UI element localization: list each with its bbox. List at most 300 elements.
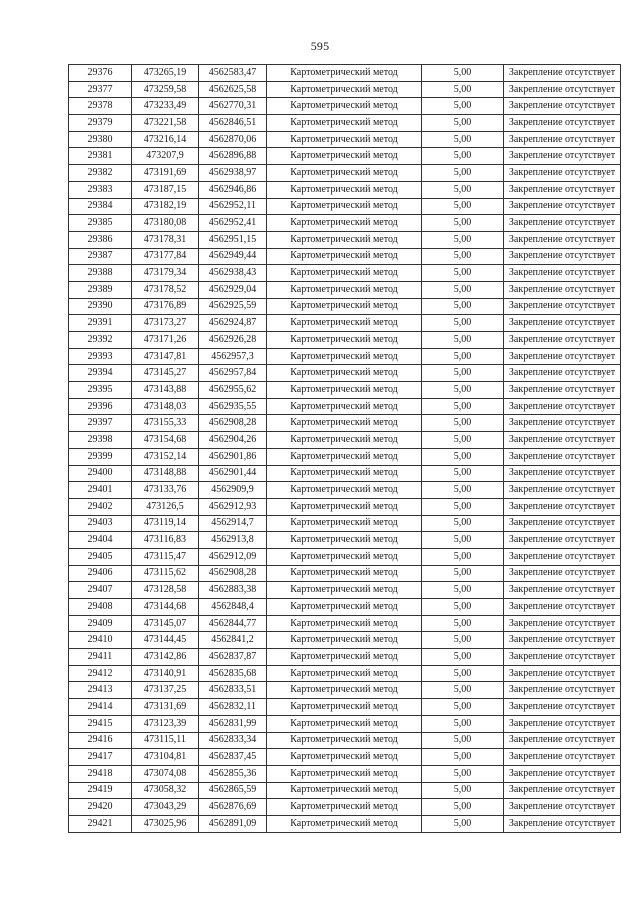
fixation-cell: Закрепление отсутствует bbox=[504, 765, 621, 782]
table-row bbox=[69, 382, 621, 399]
point-number-cell: 29394 bbox=[69, 365, 132, 382]
method-cell: Картометрический метод bbox=[267, 265, 422, 282]
method-cell: Картометрический метод bbox=[267, 732, 422, 749]
fixation-cell: Закрепление отсутствует bbox=[504, 599, 621, 616]
y-coordinate-cell: 4562952,41 bbox=[199, 215, 267, 232]
table-row bbox=[69, 699, 621, 716]
table-row bbox=[69, 98, 621, 115]
accuracy-cell: 5,00 bbox=[422, 365, 504, 382]
method-cell: Картометрический метод bbox=[267, 682, 422, 699]
method-cell: Картометрический метод bbox=[267, 749, 422, 766]
method-cell: Картометрический метод bbox=[267, 248, 422, 265]
method-cell: Картометрический метод bbox=[267, 582, 422, 599]
fixation-cell: Закрепление отсутствует bbox=[504, 231, 621, 248]
point-number-cell: 29393 bbox=[69, 348, 132, 365]
table-row bbox=[69, 749, 621, 766]
fixation-cell: Закрепление отсутствует bbox=[504, 498, 621, 515]
point-number-cell: 29379 bbox=[69, 115, 132, 132]
point-number-cell: 29391 bbox=[69, 315, 132, 332]
x-coordinate-cell: 473265,19 bbox=[132, 65, 199, 82]
coordinates-table bbox=[68, 64, 621, 833]
y-coordinate-cell: 4562929,04 bbox=[199, 281, 267, 298]
accuracy-cell: 5,00 bbox=[422, 398, 504, 415]
accuracy-cell: 5,00 bbox=[422, 165, 504, 182]
y-coordinate-cell: 4562844,77 bbox=[199, 615, 267, 632]
point-number-cell: 29421 bbox=[69, 815, 132, 832]
fixation-cell: Закрепление отсутствует bbox=[504, 799, 621, 816]
point-number-cell: 29376 bbox=[69, 65, 132, 82]
y-coordinate-cell: 4562833,34 bbox=[199, 732, 267, 749]
accuracy-cell: 5,00 bbox=[422, 815, 504, 832]
fixation-cell: Закрепление отсутствует bbox=[504, 382, 621, 399]
x-coordinate-cell: 473137,25 bbox=[132, 682, 199, 699]
y-coordinate-cell: 4562957,84 bbox=[199, 365, 267, 382]
point-number-cell: 29384 bbox=[69, 198, 132, 215]
method-cell: Картометрический метод bbox=[267, 565, 422, 582]
point-number-cell: 29387 bbox=[69, 248, 132, 265]
method-cell: Картометрический метод bbox=[267, 599, 422, 616]
x-coordinate-cell: 473143,88 bbox=[132, 382, 199, 399]
x-coordinate-cell: 473131,69 bbox=[132, 699, 199, 716]
fixation-cell: Закрепление отсутствует bbox=[504, 665, 621, 682]
fixation-cell: Закрепление отсутствует bbox=[504, 81, 621, 98]
x-coordinate-cell: 473128,58 bbox=[132, 582, 199, 599]
accuracy-cell: 5,00 bbox=[422, 799, 504, 816]
fixation-cell: Закрепление отсутствует bbox=[504, 298, 621, 315]
method-cell: Картометрический метод bbox=[267, 398, 422, 415]
fixation-cell: Закрепление отсутствует bbox=[504, 365, 621, 382]
y-coordinate-cell: 4562896,88 bbox=[199, 148, 267, 165]
fixation-cell: Закрепление отсутствует bbox=[504, 682, 621, 699]
method-cell: Картометрический метод bbox=[267, 98, 422, 115]
fixation-cell: Закрепление отсутствует bbox=[504, 515, 621, 532]
point-number-cell: 29396 bbox=[69, 398, 132, 415]
point-number-cell: 29385 bbox=[69, 215, 132, 232]
fixation-cell: Закрепление отсутствует bbox=[504, 65, 621, 82]
table-row bbox=[69, 532, 621, 549]
fixation-cell: Закрепление отсутствует bbox=[504, 465, 621, 482]
method-cell: Картометрический метод bbox=[267, 148, 422, 165]
y-coordinate-cell: 4562770,31 bbox=[199, 98, 267, 115]
x-coordinate-cell: 473152,14 bbox=[132, 448, 199, 465]
x-coordinate-cell: 473115,47 bbox=[132, 548, 199, 565]
y-coordinate-cell: 4562846,51 bbox=[199, 115, 267, 132]
table-row bbox=[69, 165, 621, 182]
fixation-cell: Закрепление отсутствует bbox=[504, 398, 621, 415]
y-coordinate-cell: 4562957,3 bbox=[199, 348, 267, 365]
y-coordinate-cell: 4562955,62 bbox=[199, 382, 267, 399]
table-row bbox=[69, 181, 621, 198]
fixation-cell: Закрепление отсутствует bbox=[504, 432, 621, 449]
table-row bbox=[69, 315, 621, 332]
y-coordinate-cell: 4562935,55 bbox=[199, 398, 267, 415]
y-coordinate-cell: 4562870,06 bbox=[199, 131, 267, 148]
method-cell: Картометрический метод bbox=[267, 81, 422, 98]
fixation-cell: Закрепление отсутствует bbox=[504, 732, 621, 749]
accuracy-cell: 5,00 bbox=[422, 415, 504, 432]
table-row bbox=[69, 81, 621, 98]
table-row bbox=[69, 432, 621, 449]
method-cell: Картометрический метод bbox=[267, 115, 422, 132]
accuracy-cell: 5,00 bbox=[422, 649, 504, 666]
accuracy-cell: 5,00 bbox=[422, 198, 504, 215]
fixation-cell: Закрепление отсутствует bbox=[504, 265, 621, 282]
x-coordinate-cell: 473171,26 bbox=[132, 332, 199, 349]
method-cell: Картометрический метод bbox=[267, 448, 422, 465]
point-number-cell: 29415 bbox=[69, 715, 132, 732]
x-coordinate-cell: 473148,03 bbox=[132, 398, 199, 415]
x-coordinate-cell: 473058,32 bbox=[132, 782, 199, 799]
table-row bbox=[69, 782, 621, 799]
y-coordinate-cell: 4562832,11 bbox=[199, 699, 267, 716]
fixation-cell: Закрепление отсутствует bbox=[504, 148, 621, 165]
fixation-cell: Закрепление отсутствует bbox=[504, 749, 621, 766]
table-row bbox=[69, 799, 621, 816]
point-number-cell: 29410 bbox=[69, 632, 132, 649]
table-row bbox=[69, 448, 621, 465]
x-coordinate-cell: 473221,58 bbox=[132, 115, 199, 132]
method-cell: Картометрический метод bbox=[267, 815, 422, 832]
fixation-cell: Закрепление отсутствует bbox=[504, 165, 621, 182]
method-cell: Картометрический метод bbox=[267, 298, 422, 315]
y-coordinate-cell: 4562876,69 bbox=[199, 799, 267, 816]
fixation-cell: Закрепление отсутствует bbox=[504, 348, 621, 365]
table-row bbox=[69, 231, 621, 248]
y-coordinate-cell: 4562949,44 bbox=[199, 248, 267, 265]
y-coordinate-cell: 4562583,47 bbox=[199, 65, 267, 82]
accuracy-cell: 5,00 bbox=[422, 298, 504, 315]
y-coordinate-cell: 4562924,87 bbox=[199, 315, 267, 332]
point-number-cell: 29392 bbox=[69, 332, 132, 349]
accuracy-cell: 5,00 bbox=[422, 632, 504, 649]
x-coordinate-cell: 473180,08 bbox=[132, 215, 199, 232]
table-row bbox=[69, 265, 621, 282]
y-coordinate-cell: 4562901,86 bbox=[199, 448, 267, 465]
point-number-cell: 29400 bbox=[69, 465, 132, 482]
point-number-cell: 29395 bbox=[69, 382, 132, 399]
x-coordinate-cell: 473179,34 bbox=[132, 265, 199, 282]
table-row bbox=[69, 298, 621, 315]
point-number-cell: 29401 bbox=[69, 482, 132, 499]
accuracy-cell: 5,00 bbox=[422, 699, 504, 716]
x-coordinate-cell: 473207,9 bbox=[132, 148, 199, 165]
method-cell: Картометрический метод bbox=[267, 181, 422, 198]
y-coordinate-cell: 4562833,51 bbox=[199, 682, 267, 699]
y-coordinate-cell: 4562926,28 bbox=[199, 332, 267, 349]
table-row bbox=[69, 148, 621, 165]
fixation-cell: Закрепление отсутствует bbox=[504, 215, 621, 232]
table-row bbox=[69, 248, 621, 265]
y-coordinate-cell: 4562952,11 bbox=[199, 198, 267, 215]
y-coordinate-cell: 4562865,59 bbox=[199, 782, 267, 799]
y-coordinate-cell: 4562891,09 bbox=[199, 815, 267, 832]
method-cell: Картометрический метод bbox=[267, 131, 422, 148]
fixation-cell: Закрепление отсутствует bbox=[504, 615, 621, 632]
accuracy-cell: 5,00 bbox=[422, 332, 504, 349]
accuracy-cell: 5,00 bbox=[422, 732, 504, 749]
x-coordinate-cell: 473144,45 bbox=[132, 632, 199, 649]
x-coordinate-cell: 473116,83 bbox=[132, 532, 199, 549]
method-cell: Картометрический метод bbox=[267, 315, 422, 332]
method-cell: Картометрический метод bbox=[267, 432, 422, 449]
point-number-cell: 29403 bbox=[69, 515, 132, 532]
table-row bbox=[69, 482, 621, 499]
table-row bbox=[69, 498, 621, 515]
y-coordinate-cell: 4562912,93 bbox=[199, 498, 267, 515]
accuracy-cell: 5,00 bbox=[422, 482, 504, 499]
point-number-cell: 29398 bbox=[69, 432, 132, 449]
table-row bbox=[69, 682, 621, 699]
accuracy-cell: 5,00 bbox=[422, 148, 504, 165]
fixation-cell: Закрепление отсутствует bbox=[504, 715, 621, 732]
point-number-cell: 29390 bbox=[69, 298, 132, 315]
accuracy-cell: 5,00 bbox=[422, 599, 504, 616]
accuracy-cell: 5,00 bbox=[422, 265, 504, 282]
fixation-cell: Закрепление отсутствует bbox=[504, 548, 621, 565]
x-coordinate-cell: 473115,11 bbox=[132, 732, 199, 749]
point-number-cell: 29420 bbox=[69, 799, 132, 816]
method-cell: Картометрический метод bbox=[267, 415, 422, 432]
table-row bbox=[69, 131, 621, 148]
table-row bbox=[69, 632, 621, 649]
x-coordinate-cell: 473259,58 bbox=[132, 81, 199, 98]
point-number-cell: 29411 bbox=[69, 649, 132, 666]
accuracy-cell: 5,00 bbox=[422, 248, 504, 265]
x-coordinate-cell: 473178,52 bbox=[132, 281, 199, 298]
x-coordinate-cell: 473025,96 bbox=[132, 815, 199, 832]
accuracy-cell: 5,00 bbox=[422, 281, 504, 298]
table-row bbox=[69, 565, 621, 582]
y-coordinate-cell: 4562938,97 bbox=[199, 165, 267, 182]
point-number-cell: 29399 bbox=[69, 448, 132, 465]
method-cell: Картометрический метод bbox=[267, 699, 422, 716]
table-row bbox=[69, 348, 621, 365]
x-coordinate-cell: 473145,27 bbox=[132, 365, 199, 382]
method-cell: Картометрический метод bbox=[267, 281, 422, 298]
x-coordinate-cell: 473145,07 bbox=[132, 615, 199, 632]
method-cell: Картометрический метод bbox=[267, 332, 422, 349]
y-coordinate-cell: 4562908,28 bbox=[199, 415, 267, 432]
x-coordinate-cell: 473140,91 bbox=[132, 665, 199, 682]
method-cell: Картометрический метод bbox=[267, 515, 422, 532]
table-row bbox=[69, 115, 621, 132]
y-coordinate-cell: 4562837,45 bbox=[199, 749, 267, 766]
point-number-cell: 29407 bbox=[69, 582, 132, 599]
fixation-cell: Закрепление отсутствует bbox=[504, 415, 621, 432]
y-coordinate-cell: 4562913,8 bbox=[199, 532, 267, 549]
x-coordinate-cell: 473119,14 bbox=[132, 515, 199, 532]
table-row bbox=[69, 281, 621, 298]
point-number-cell: 29383 bbox=[69, 181, 132, 198]
point-number-cell: 29412 bbox=[69, 665, 132, 682]
table-row bbox=[69, 515, 621, 532]
table-row bbox=[69, 732, 621, 749]
point-number-cell: 29413 bbox=[69, 682, 132, 699]
point-number-cell: 29388 bbox=[69, 265, 132, 282]
coordinates-table-body bbox=[69, 65, 621, 833]
method-cell: Картометрический метод bbox=[267, 632, 422, 649]
y-coordinate-cell: 4562925,59 bbox=[199, 298, 267, 315]
fixation-cell: Закрепление отсутствует bbox=[504, 482, 621, 499]
x-coordinate-cell: 473115,62 bbox=[132, 565, 199, 582]
table-row bbox=[69, 215, 621, 232]
y-coordinate-cell: 4562901,44 bbox=[199, 465, 267, 482]
y-coordinate-cell: 4562908,28 bbox=[199, 565, 267, 582]
x-coordinate-cell: 473178,31 bbox=[132, 231, 199, 248]
table-row bbox=[69, 332, 621, 349]
table-row bbox=[69, 765, 621, 782]
accuracy-cell: 5,00 bbox=[422, 448, 504, 465]
table-row bbox=[69, 415, 621, 432]
accuracy-cell: 5,00 bbox=[422, 131, 504, 148]
accuracy-cell: 5,00 bbox=[422, 65, 504, 82]
table-row bbox=[69, 65, 621, 82]
accuracy-cell: 5,00 bbox=[422, 532, 504, 549]
y-coordinate-cell: 4562912,09 bbox=[199, 548, 267, 565]
accuracy-cell: 5,00 bbox=[422, 231, 504, 248]
fixation-cell: Закрепление отсутствует bbox=[504, 98, 621, 115]
y-coordinate-cell: 4562883,38 bbox=[199, 582, 267, 599]
accuracy-cell: 5,00 bbox=[422, 215, 504, 232]
method-cell: Картометрический метод bbox=[267, 465, 422, 482]
accuracy-cell: 5,00 bbox=[422, 749, 504, 766]
accuracy-cell: 5,00 bbox=[422, 765, 504, 782]
accuracy-cell: 5,00 bbox=[422, 498, 504, 515]
fixation-cell: Закрепление отсутствует bbox=[504, 115, 621, 132]
x-coordinate-cell: 473126,5 bbox=[132, 498, 199, 515]
y-coordinate-cell: 4562938,43 bbox=[199, 265, 267, 282]
accuracy-cell: 5,00 bbox=[422, 682, 504, 699]
point-number-cell: 29408 bbox=[69, 599, 132, 616]
fixation-cell: Закрепление отсутствует bbox=[504, 815, 621, 832]
accuracy-cell: 5,00 bbox=[422, 181, 504, 198]
table-row bbox=[69, 615, 621, 632]
x-coordinate-cell: 473142,86 bbox=[132, 649, 199, 666]
fixation-cell: Закрепление отсутствует bbox=[504, 248, 621, 265]
fixation-cell: Закрепление отсутствует bbox=[504, 181, 621, 198]
method-cell: Картометрический метод bbox=[267, 649, 422, 666]
accuracy-cell: 5,00 bbox=[422, 465, 504, 482]
method-cell: Картометрический метод bbox=[267, 365, 422, 382]
point-number-cell: 29405 bbox=[69, 548, 132, 565]
table-row bbox=[69, 815, 621, 832]
accuracy-cell: 5,00 bbox=[422, 315, 504, 332]
fixation-cell: Закрепление отсутствует bbox=[504, 131, 621, 148]
method-cell: Картометрический метод bbox=[267, 715, 422, 732]
point-number-cell: 29389 bbox=[69, 281, 132, 298]
point-number-cell: 29419 bbox=[69, 782, 132, 799]
fixation-cell: Закрепление отсутствует bbox=[504, 632, 621, 649]
point-number-cell: 29417 bbox=[69, 749, 132, 766]
point-number-cell: 29409 bbox=[69, 615, 132, 632]
x-coordinate-cell: 473104,81 bbox=[132, 749, 199, 766]
point-number-cell: 29414 bbox=[69, 699, 132, 716]
method-cell: Картометрический метод bbox=[267, 348, 422, 365]
x-coordinate-cell: 473191,69 bbox=[132, 165, 199, 182]
accuracy-cell: 5,00 bbox=[422, 615, 504, 632]
point-number-cell: 29416 bbox=[69, 732, 132, 749]
y-coordinate-cell: 4562848,4 bbox=[199, 599, 267, 616]
point-number-cell: 29404 bbox=[69, 532, 132, 549]
accuracy-cell: 5,00 bbox=[422, 81, 504, 98]
accuracy-cell: 5,00 bbox=[422, 582, 504, 599]
table-row bbox=[69, 465, 621, 482]
method-cell: Картометрический метод bbox=[267, 799, 422, 816]
point-number-cell: 29382 bbox=[69, 165, 132, 182]
y-coordinate-cell: 4562909,9 bbox=[199, 482, 267, 499]
x-coordinate-cell: 473233,49 bbox=[132, 98, 199, 115]
fixation-cell: Закрепление отсутствует bbox=[504, 782, 621, 799]
accuracy-cell: 5,00 bbox=[422, 515, 504, 532]
point-number-cell: 29418 bbox=[69, 765, 132, 782]
y-coordinate-cell: 4562855,36 bbox=[199, 765, 267, 782]
point-number-cell: 29377 bbox=[69, 81, 132, 98]
method-cell: Картометрический метод bbox=[267, 532, 422, 549]
point-number-cell: 29378 bbox=[69, 98, 132, 115]
fixation-cell: Закрепление отсутствует bbox=[504, 281, 621, 298]
fixation-cell: Закрепление отсутствует bbox=[504, 565, 621, 582]
accuracy-cell: 5,00 bbox=[422, 432, 504, 449]
x-coordinate-cell: 473147,81 bbox=[132, 348, 199, 365]
point-number-cell: 29402 bbox=[69, 498, 132, 515]
accuracy-cell: 5,00 bbox=[422, 115, 504, 132]
x-coordinate-cell: 473187,15 bbox=[132, 181, 199, 198]
point-number-cell: 29381 bbox=[69, 148, 132, 165]
method-cell: Картометрический метод bbox=[267, 165, 422, 182]
table-row bbox=[69, 665, 621, 682]
accuracy-cell: 5,00 bbox=[422, 565, 504, 582]
fixation-cell: Закрепление отсутствует bbox=[504, 332, 621, 349]
x-coordinate-cell: 473173,27 bbox=[132, 315, 199, 332]
x-coordinate-cell: 473155,33 bbox=[132, 415, 199, 432]
method-cell: Картометрический метод bbox=[267, 482, 422, 499]
table-row bbox=[69, 715, 621, 732]
method-cell: Картометрический метод bbox=[267, 65, 422, 82]
method-cell: Картометрический метод bbox=[267, 665, 422, 682]
y-coordinate-cell: 4562841,2 bbox=[199, 632, 267, 649]
x-coordinate-cell: 473176,89 bbox=[132, 298, 199, 315]
method-cell: Картометрический метод bbox=[267, 382, 422, 399]
y-coordinate-cell: 4562831,99 bbox=[199, 715, 267, 732]
y-coordinate-cell: 4562837,87 bbox=[199, 649, 267, 666]
table-row bbox=[69, 582, 621, 599]
accuracy-cell: 5,00 bbox=[422, 382, 504, 399]
x-coordinate-cell: 473154,68 bbox=[132, 432, 199, 449]
page-number: 595 bbox=[310, 39, 330, 53]
y-coordinate-cell: 4562625,58 bbox=[199, 81, 267, 98]
x-coordinate-cell: 473133,76 bbox=[132, 482, 199, 499]
x-coordinate-cell: 473148,88 bbox=[132, 465, 199, 482]
y-coordinate-cell: 4562946,86 bbox=[199, 181, 267, 198]
y-coordinate-cell: 4562914,7 bbox=[199, 515, 267, 532]
x-coordinate-cell: 473123,39 bbox=[132, 715, 199, 732]
method-cell: Картометрический метод bbox=[267, 198, 422, 215]
accuracy-cell: 5,00 bbox=[422, 98, 504, 115]
table-row bbox=[69, 398, 621, 415]
accuracy-cell: 5,00 bbox=[422, 782, 504, 799]
point-number-cell: 29380 bbox=[69, 131, 132, 148]
point-number-cell: 29406 bbox=[69, 565, 132, 582]
x-coordinate-cell: 473216,14 bbox=[132, 131, 199, 148]
table-row bbox=[69, 548, 621, 565]
fixation-cell: Закрепление отсутствует bbox=[504, 198, 621, 215]
x-coordinate-cell: 473182,19 bbox=[132, 198, 199, 215]
method-cell: Картометрический метод bbox=[267, 548, 422, 565]
x-coordinate-cell: 473144,68 bbox=[132, 599, 199, 616]
table-row bbox=[69, 198, 621, 215]
method-cell: Картометрический метод bbox=[267, 215, 422, 232]
method-cell: Картометрический метод bbox=[267, 615, 422, 632]
